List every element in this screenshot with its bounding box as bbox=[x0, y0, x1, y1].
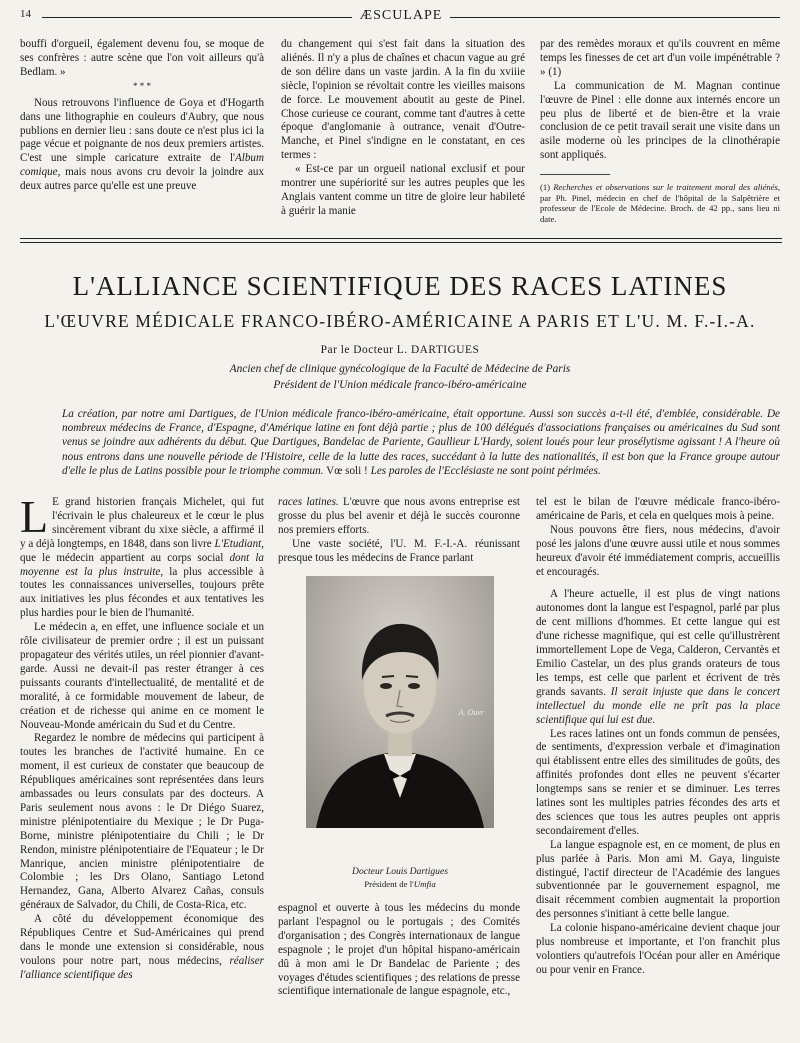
paragraph: L E grand historien français Michelet, qui fut l'écrivain le plus chaleureux et le cœur le plus sincèrement vibrant du xixe siècle, a affirmé il y a déjà longtemps, en 1848, dans son livre L'Etudiant, que le médecin appartient au corps social dont la moyenne est la plus instruite, la plus accessible à toutes les connaissances universelles, toujours prête aux initiatives les plus fécondes et aux tentatives les plus hardies pour le bien de l'humanité. bbox=[20, 491, 264, 620]
paragraph: espagnol et ouverte à tous les médecins du monde parlant l'espagnol ou le portugais ; des Comités d'organisation ; des Congrès internationaux de langue espagnole ; le projet d'un hôpital hispano-américain dû à mon ami le Dr Bandelac de Pariente ; des voyages d'études scientifiques ; des relations de presse scientifique internationale de langue espagnole, etc., bbox=[278, 902, 520, 998]
section-divider-top bbox=[20, 238, 782, 239]
journal-title: ÆSCULAPE bbox=[359, 8, 443, 23]
paragraph: du changement qui s'est fait dans la situation des aliénés. Il n'y a plus de chaînes et chacun vague au gré de son délire dans un vaste jardin. A la fin du xviiie siècle, l'opinion se révoltait contre les vieilles maisons de force. Le mouvement aboutit au geste de Pinel. Chose curieuse ce courant, comme tant d'autres à cette époque d'anglomanie à outrance, venait d'Outre-Manche, et Pinel s'indigne en le constatant, en ces termes : bbox=[281, 38, 525, 162]
paragraph: tel est le bilan de l'œuvre médicale franco-ibéro-américaine de Paris, et cela en quelques mois à peine. bbox=[536, 496, 780, 522]
section-divider-bottom bbox=[20, 242, 782, 243]
caption-role: Président de l'Umfia bbox=[364, 879, 436, 889]
photographer-signature: A. Ouvr bbox=[458, 708, 484, 717]
paragraph: Les races latines ont un fonds commun de pensées, de sentiments, d'expression verbale et d'imagination qui établissent entre elles des similitudes de goûts, des affinités profondes dont elles ne peuvent s'écarter longtemps sans se renier et se diminuer. Les terres latines sont les multiples patries fécondes des arts et des sciences que tous les autres peuples ont appris secondairement d'elles. bbox=[536, 727, 780, 837]
paragraph: A côté du développement économique des Républiques Centre et Sud-Américaines qui prend dans le monde une extension si considérable, nous voulons pour notre part, nous médecins, réaliser l'alliance scientifique des bbox=[20, 913, 264, 981]
byline: Par le Docteur L. DARTIGUES bbox=[320, 344, 480, 356]
top-column-2 bbox=[281, 38, 525, 219]
paragraph: Une vaste société, l'U. M. F.-I.-A. réunissant presque tous les médecins de France parlant bbox=[278, 537, 520, 564]
paragraph: par des remèdes moraux et qu'ils couvrent en même temps les finesses de cet art d'un voile impénétrable ? » (1) bbox=[540, 38, 780, 78]
page-header bbox=[20, 8, 780, 26]
paragraph: Le médecin a, en effet, une influence sociale et un rôle civilisateur de premier ordre ; il est un puissant propagateur des vérités utiles, un réel pionnier d'avant-garde. Aussi ne devait-il pas rester étranger à ces puissants courants d'intellectualité, de mentalité et de moralité, à ce formidable mouvement de labeur, de création et de richesse qui anime en ce moment le Nouveau-Monde américain du Sud et du Centre. bbox=[20, 621, 264, 731]
footnote: (1) Recherches et observations sur le traitement moral des aliénés, par Ph. Pinel, médecin en chef de l'hôpital de la Salpêtrière et professeur de l'Ecole de Médecine. Broch. de 42 pp., sans lieu ni date. bbox=[540, 182, 781, 224]
section-separator: * * * bbox=[133, 80, 151, 91]
article-column-1 bbox=[20, 491, 264, 983]
paragraph: Nous retrouvons l'influence de Goya et d'Hogarth dans une lithographie en couleurs d'Aubry, que nous publions en dernier lieu : sans doute ce n'est plus ici la page vécue et poignante de nos deux premiers artistes. C'est une simple caricature extraite de l'Album comique, mais nous avons cru devoir la joindre aux deux autres parce qu'elle est une preuve bbox=[20, 96, 264, 193]
article-column-2-bottom bbox=[278, 902, 520, 999]
paragraph: La langue espagnole est, en ce moment, de plus en plus parlée à Paris. Mon ami M. Gaya, linguiste distingué, l'actif directeur de l'Académie des langues subventionnée par le gouvernement espagnol, me disait récemment combien augmentait la proportion des personnes s'initiant à cette belle langue. bbox=[536, 838, 780, 921]
article-subtitle: L'ŒUVRE MÉDICALE FRANCO-IBÉRO-AMÉRICAINE A PARIS ET L'U. M. F.-I.-A. bbox=[44, 311, 756, 331]
album-title: Album comique bbox=[20, 152, 264, 179]
paragraph: bouffi d'orgueil, également devenu fou, se moque de ses confrères : autre scène que l'on voit ailleurs qu'à Bedlam. » bbox=[20, 38, 264, 78]
author-affiliation-2: Président de l'Union médicale franco-ibéro-américaine bbox=[273, 379, 527, 391]
drop-cap: L bbox=[20, 491, 49, 542]
paragraph: Nous pouvons être fiers, nous médecins, d'avoir posé les jalons d'une œuvre aussi utile et nous sommes heureux d'avoir été immédiatement compris, accueillis et encouragés. bbox=[536, 523, 780, 578]
article-column-2-top bbox=[278, 496, 520, 566]
article-column-3 bbox=[536, 496, 780, 978]
paragraph: Regardez le nombre de médecins qui participent à toutes les branches de l'activité humaine. En ce moment, il est curieux de constater que beaucoup de Républiques américaines sont représentées dans leurs ambassades ou leurs consulats par des docteurs. A Paris seulement nous avons : le Dr Diégo Suarez, ministre plénipotentiaire du Mexique ; le Dr Puga-Borne, ministre plénipotentiaire du Chili ; le Dr Rendon, ministre plénipotentiaire de l'Equateur ; le Dr Manrique, ancien ministre plénipotentiaire de Colombie ; les Drs Olano, Santiago Letond Hernandez, Gana, Alberto Alvarez Cañas, consuls généraux de Salvador, du Chili, de Costa-Rica, etc. bbox=[20, 732, 264, 912]
page-number: 14 bbox=[20, 8, 31, 20]
portrait-illustration bbox=[306, 576, 494, 828]
article-title: L'ALLIANCE SCIENTIFIQUE DES RACES LATINES bbox=[72, 271, 728, 301]
header-rule-right bbox=[450, 17, 780, 18]
portrait-photo bbox=[306, 576, 494, 828]
top-column-1 bbox=[20, 38, 264, 194]
paragraph: A l'heure actuelle, il est plus de vingt nations autonomes dont la langue est l'espagnol, parlé par plus de cent millions d'hommes. Et cette langue qui est d'une richesse magnifique, qui est celle qu'illustrèrent immortellement Lope de Vega, Calderon, Cervantès et Emilio Castelar, un des plus grands orateurs de tous les temps, est celle que parlent et écrivent de très grands savants. Il serait injuste que dans le concert intellectuel du monde elle ne prît pas la place scientifique qui lui est due. bbox=[536, 588, 781, 726]
header-rule-left bbox=[42, 17, 352, 18]
author-affiliation-1: Ancien chef de clinique gynécologique de la Faculté de Médecine de Paris bbox=[229, 363, 571, 375]
article-introduction: La création, par notre ami Dartigues, de l'Union médicale franco-ibéro-américaine, était opportune. Aussi son succès a-t-il été, d'emblée, considérable. De nombreux médecins de France, d'Espagne, d'Amérique latine en font déjà partie ; plus de 100 délégués d'associations françaises ou américaines du Sud sont venus se joindre aux adhérents du début. Que Dartigues, Bandelac de Pariente, Gaullieur L'Hardy, soient loués pour leur prosélytisme agissant ! A l'heure où nous entrons dans une nouvelle période de l'Histoire, celle de la lutte des races, succédant à la lutte des nationalités, il est bon que la France groupe autour d'elle le plus de Latins possible pour le triomphe commun. Vœ soli ! Les paroles de l'Ecclésiaste ne sont point périmées. bbox=[62, 408, 780, 477]
photo-caption bbox=[306, 866, 494, 890]
paragraph: races latines. L'œuvre que nous avons entreprise est grosse du plus bel avenir et déjà le succès couronne nos premiers efforts. bbox=[278, 496, 520, 536]
paragraph: La colonie hispano-américaine devient chaque jour plus nombreuse et importante, et l'on franchit plus volontiers qu'autrefois l'Océan pour aller en Amérique ou pour venir en France. bbox=[536, 922, 780, 976]
top-column-3 bbox=[540, 38, 780, 163]
paragraph: La communication de M. Magnan continue l'œuvre de Pinel : elle donne aux internés encore un peu plus de liberté et de bien-être et la vraie conclusion de ce petit travail serait une visite dans un asile moderne où les principes de la clinothérapie sont appliqués. bbox=[540, 79, 780, 162]
caption-name: Docteur Louis Dartigues bbox=[352, 866, 448, 877]
quote-paragraph: « Est-ce par un orgueil national exclusif et pour montrer une supériorité sur les autres peuples que les Anglais vantent comme un titre de gloire leur habileté à guérir la manie bbox=[281, 163, 525, 217]
footnote-rule bbox=[540, 174, 610, 175]
